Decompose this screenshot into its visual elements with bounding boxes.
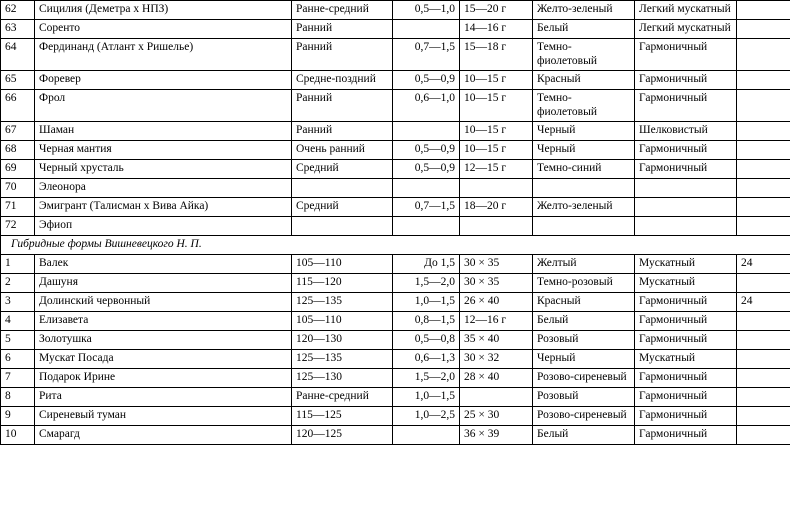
- cell-sugar: [737, 122, 790, 141]
- cell-num: 10: [1, 426, 35, 445]
- cell-weight: 0,7—1,5: [393, 39, 460, 71]
- cell-weight: [393, 179, 460, 198]
- cell-name: Шаман: [35, 122, 292, 141]
- table-row: [1, 141, 790, 160]
- cell-num: 8: [1, 388, 35, 407]
- cell-weight: 0,7—1,5: [393, 198, 460, 217]
- cell-taste: [635, 179, 737, 198]
- cell-num: 7: [1, 369, 35, 388]
- cell-sugar: 24: [737, 293, 790, 312]
- cell-name: Рита: [35, 388, 292, 407]
- table-row: [1, 122, 790, 141]
- cell-ripen: Ранне-средний: [292, 388, 393, 407]
- cell-color: Темно-розовый: [533, 274, 635, 293]
- cell-taste: Мускатный: [635, 255, 737, 274]
- cell-taste: Легкий мускатный: [635, 1, 737, 20]
- cell-name: Фердинанд (Атлант х Ришелье): [35, 39, 292, 71]
- cell-name: Черный хрусталь: [35, 160, 292, 179]
- cell-num: 69: [1, 160, 35, 179]
- cell-color: Красный: [533, 293, 635, 312]
- cell-weight: 1,5—2,0: [393, 274, 460, 293]
- cell-color: Красный: [533, 71, 635, 90]
- cell-sugar: [737, 369, 790, 388]
- cell-weight: 1,0—1,5: [393, 293, 460, 312]
- cell-color: Черный: [533, 122, 635, 141]
- table-row: [1, 407, 790, 426]
- cell-sugar: [737, 426, 790, 445]
- cell-sugar: [737, 39, 790, 71]
- cell-berry: 10—15 г: [460, 122, 533, 141]
- cell-num: 64: [1, 39, 35, 71]
- cell-color: Белый: [533, 426, 635, 445]
- cell-name: Фрол: [35, 90, 292, 122]
- table-body: [1, 1, 790, 445]
- cell-berry: 28 × 40: [460, 369, 533, 388]
- cell-ripen: Ранний: [292, 90, 393, 122]
- cell-ripen: Средний: [292, 160, 393, 179]
- table-row: [1, 293, 790, 312]
- cell-num: 72: [1, 217, 35, 236]
- cell-color: Темно-фиолетовый: [533, 90, 635, 122]
- cell-taste: Гармоничный: [635, 426, 737, 445]
- cell-sugar: [737, 160, 790, 179]
- cell-ripen: Очень ранний: [292, 141, 393, 160]
- cell-name: Сиреневый туман: [35, 407, 292, 426]
- cell-num: 65: [1, 71, 35, 90]
- cell-num: 68: [1, 141, 35, 160]
- table-row: [1, 71, 790, 90]
- cell-sugar: [737, 71, 790, 90]
- cell-color: Черный: [533, 141, 635, 160]
- cell-sugar: [737, 217, 790, 236]
- cell-ripen: 125—135: [292, 350, 393, 369]
- cell-ripen: Средний: [292, 198, 393, 217]
- table-row: [1, 255, 790, 274]
- cell-berry: 36 × 39: [460, 426, 533, 445]
- cell-taste: Гармоничный: [635, 160, 737, 179]
- cell-num: 66: [1, 90, 35, 122]
- cell-ripen: Ранний: [292, 20, 393, 39]
- table-row: [1, 90, 790, 122]
- cell-num: 5: [1, 331, 35, 350]
- cell-color: Розовый: [533, 331, 635, 350]
- table-row: [1, 39, 790, 71]
- cell-berry: [460, 179, 533, 198]
- cell-berry: 10—15 г: [460, 90, 533, 122]
- cell-sugar: [737, 90, 790, 122]
- cell-color: Розовый: [533, 388, 635, 407]
- cell-berry: 30 × 32: [460, 350, 533, 369]
- cell-taste: Гармоничный: [635, 293, 737, 312]
- cell-weight: [393, 122, 460, 141]
- cell-sugar: [737, 312, 790, 331]
- cell-num: 4: [1, 312, 35, 331]
- cell-num: 70: [1, 179, 35, 198]
- cell-berry: 10—15 г: [460, 71, 533, 90]
- cell-name: Валек: [35, 255, 292, 274]
- cell-name: Золотушка: [35, 331, 292, 350]
- cell-weight: 0,5—0,9: [393, 71, 460, 90]
- cell-num: 6: [1, 350, 35, 369]
- cell-sugar: [737, 388, 790, 407]
- cell-num: 1: [1, 255, 35, 274]
- cell-berry: 26 × 40: [460, 293, 533, 312]
- cell-berry: 12—15 г: [460, 160, 533, 179]
- cell-taste: Гармоничный: [635, 388, 737, 407]
- cell-ripen: Ранний: [292, 122, 393, 141]
- cell-num: 71: [1, 198, 35, 217]
- cell-berry: 30 × 35: [460, 274, 533, 293]
- cell-color: Желто-зеленый: [533, 1, 635, 20]
- cell-taste: [635, 198, 737, 217]
- cell-taste: Легкий мускатный: [635, 20, 737, 39]
- cell-color: [533, 179, 635, 198]
- cell-ripen: Ранне-средний: [292, 1, 393, 20]
- cell-sugar: [737, 141, 790, 160]
- cell-sugar: [737, 1, 790, 20]
- cell-sugar: [737, 198, 790, 217]
- cell-name: Сицилия (Деметра х НПЗ): [35, 1, 292, 20]
- cell-sugar: 24: [737, 255, 790, 274]
- cell-num: 63: [1, 20, 35, 39]
- cell-color: Белый: [533, 312, 635, 331]
- cell-name: Форевер: [35, 71, 292, 90]
- table-row: [1, 198, 790, 217]
- cell-name: Дашуня: [35, 274, 292, 293]
- cell-berry: 15—18 г: [460, 39, 533, 71]
- cell-color: Белый: [533, 20, 635, 39]
- cell-name: Элеонора: [35, 179, 292, 198]
- cell-weight: 1,0—1,5: [393, 388, 460, 407]
- table-row: [1, 426, 790, 445]
- table-row: [1, 331, 790, 350]
- table-row: [1, 369, 790, 388]
- cell-berry: 12—16 г: [460, 312, 533, 331]
- cell-num: 3: [1, 293, 35, 312]
- cell-berry: 15—20 г: [460, 1, 533, 20]
- table-row: [1, 274, 790, 293]
- cell-ripen: 115—120: [292, 274, 393, 293]
- cell-num: 62: [1, 1, 35, 20]
- section-title: Гибридные формы Вишневецкого Н. П.: [11, 238, 202, 251]
- cell-ripen: 120—130: [292, 331, 393, 350]
- cell-weight: 0,8—1,5: [393, 312, 460, 331]
- cell-name: Елизавета: [35, 312, 292, 331]
- table-row: [1, 312, 790, 331]
- cell-berry: [460, 388, 533, 407]
- cell-taste: Гармоничный: [635, 331, 737, 350]
- cell-name: Мускат Посада: [35, 350, 292, 369]
- cell-color: Желто-зеленый: [533, 198, 635, 217]
- cell-sugar: [737, 331, 790, 350]
- cell-weight: [393, 426, 460, 445]
- cell-taste: Гармоничный: [635, 141, 737, 160]
- cell-name: Эмигрант (Талисман х Вива Айка): [35, 198, 292, 217]
- cell-weight: [393, 217, 460, 236]
- cell-weight: 0,5—0,9: [393, 141, 460, 160]
- cell-sugar: [737, 407, 790, 426]
- cell-berry: [460, 217, 533, 236]
- cell-berry: 10—15 г: [460, 141, 533, 160]
- cell-weight: 0,6—1,3: [393, 350, 460, 369]
- cell-taste: Мускатный: [635, 350, 737, 369]
- cell-ripen: Ранний: [292, 39, 393, 71]
- cell-taste: Гармоничный: [635, 90, 737, 122]
- cell-color: Черный: [533, 350, 635, 369]
- cell-ripen: 115—125: [292, 407, 393, 426]
- cell-weight: До 1,5: [393, 255, 460, 274]
- cell-berry: 14—16 г: [460, 20, 533, 39]
- cell-taste: Гармоничный: [635, 369, 737, 388]
- cell-ripen: [292, 179, 393, 198]
- table-row: [1, 388, 790, 407]
- cell-name: Долинский червонный: [35, 293, 292, 312]
- table-row: [1, 217, 790, 236]
- table-row: [1, 20, 790, 39]
- cell-weight: [393, 20, 460, 39]
- cell-weight: 0,5—0,9: [393, 160, 460, 179]
- cell-color: Желтый: [533, 255, 635, 274]
- cell-taste: Гармоничный: [635, 39, 737, 71]
- cell-name: Смарагд: [35, 426, 292, 445]
- cell-taste: Гармоничный: [635, 71, 737, 90]
- cell-ripen: 105—110: [292, 255, 393, 274]
- cell-num: 67: [1, 122, 35, 141]
- cell-name: Эфиоп: [35, 217, 292, 236]
- cell-ripen: 125—130: [292, 369, 393, 388]
- cell-name: Черная мантия: [35, 141, 292, 160]
- table-row: [1, 1, 790, 20]
- cell-weight: 0,6—1,0: [393, 90, 460, 122]
- cell-sugar: [737, 350, 790, 369]
- cell-weight: 1,0—2,5: [393, 407, 460, 426]
- cell-taste: [635, 217, 737, 236]
- cell-sugar: [737, 179, 790, 198]
- cell-num: 2: [1, 274, 35, 293]
- cell-taste: Мускатный: [635, 274, 737, 293]
- cell-taste: Шелковистый: [635, 122, 737, 141]
- table-row: [1, 179, 790, 198]
- cell-taste: Гармоничный: [635, 312, 737, 331]
- cell-weight: 0,5—0,8: [393, 331, 460, 350]
- cell-berry: 35 × 40: [460, 331, 533, 350]
- cell-num: 9: [1, 407, 35, 426]
- cell-name: Подарок Ирине: [35, 369, 292, 388]
- cell-weight: 1,5—2,0: [393, 369, 460, 388]
- cell-name: Соренто: [35, 20, 292, 39]
- cell-sugar: [737, 20, 790, 39]
- cell-berry: 25 × 30: [460, 407, 533, 426]
- cell-color: Темно-фиолетовый: [533, 39, 635, 71]
- cell-ripen: 125—135: [292, 293, 393, 312]
- cell-berry: 30 × 35: [460, 255, 533, 274]
- cell-color: Розово-сиреневый: [533, 369, 635, 388]
- cell-ripen: Средне-поздний: [292, 71, 393, 90]
- table-section-heading: [1, 236, 790, 255]
- cell-weight: 0,5—1,0: [393, 1, 460, 20]
- cell-taste: Гармоничный: [635, 407, 737, 426]
- cell-ripen: 120—125: [292, 426, 393, 445]
- cell-color: [533, 217, 635, 236]
- table-row: [1, 350, 790, 369]
- cell-color: Розово-сиреневый: [533, 407, 635, 426]
- cell-ripen: [292, 217, 393, 236]
- cell-sugar: [737, 274, 790, 293]
- cell-ripen: 105—110: [292, 312, 393, 331]
- cell-color: Темно-синий: [533, 160, 635, 179]
- cell-berry: 18—20 г: [460, 198, 533, 217]
- table-row: [1, 160, 790, 179]
